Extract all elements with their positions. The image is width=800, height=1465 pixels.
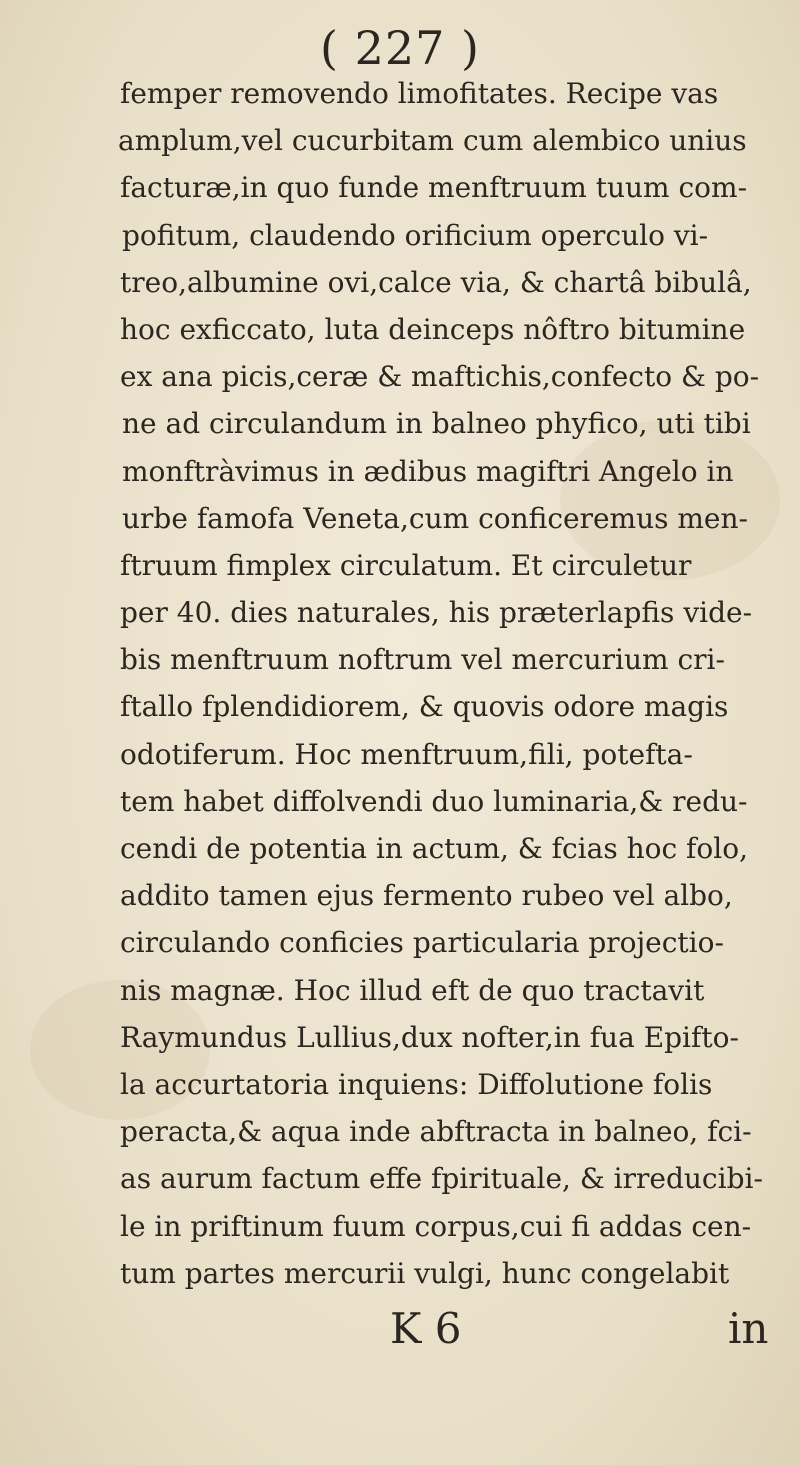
text-line: Raymundus Lullius,dux nofter,in fua Epifto- [120, 1020, 739, 1054]
text-line: treo,albumine ovi,calce via, & chartâ bibulâ, [120, 265, 752, 299]
text-line: ftallo fplendidiorem, & quovis odore magis [120, 690, 729, 724]
text-line: nis magnæ. Hoc illud eft de quo tractavit [120, 973, 705, 1007]
text-line: per 40. dies naturales, his præterlapfis vide- [120, 596, 753, 630]
signature-mark: K 6 [390, 1304, 462, 1353]
page-footer [0, 1304, 800, 1354]
text-line: pofitum, claudendo orificium operculo vi- [122, 218, 709, 252]
page-number: ( 227 ) [320, 21, 480, 75]
text-line: tum partes mercurii vulgi, hunc congelabit [120, 1256, 730, 1290]
text-line: circulando conficies particularia projectio- [120, 926, 724, 960]
text-line: monftràvimus in ædibus magiftri Angelo in [122, 454, 734, 488]
text-line: ex ana picis,ceræ & maftichis,confecto & po- [120, 360, 760, 394]
text-line: peracta,& aqua inde abftracta in balneo, fci- [120, 1115, 752, 1149]
text-line: le in priftinum fuum corpus,cui fi addas cen- [120, 1209, 752, 1243]
text-line: facturæ,in quo funde menftruum tuum com- [120, 171, 748, 205]
text-line: urbe famofa Veneta,cum conficeremus men- [122, 501, 748, 535]
text-line: ne ad circulandum in balneo phyfico, uti tibi [122, 407, 751, 441]
text-line: tem habet diffolvendi duo luminaria,& redu- [120, 784, 748, 818]
text-line: amplum,vel cucurbitam cum alembico unius [118, 124, 747, 158]
catchword: in [728, 1304, 769, 1353]
text-line: hoc exficcato, luta deinceps nôftro bitumine [120, 312, 746, 346]
text-line: odotiferum. Hoc menftruum,fili, potefta- [120, 737, 693, 771]
text-line: addito tamen ejus fermento rubeo vel albo, [120, 879, 733, 913]
text-line: femper removendo limofitates. Recipe vas [120, 77, 719, 110]
text-line: la accurtatoria inquiens: Diffolutione folis [120, 1067, 713, 1101]
text-line: bis menftruum noftrum vel mercurium cri- [120, 643, 725, 677]
text-line: cendi de potentia in actum, & fcias hoc folo, [120, 832, 748, 865]
text-line: as aurum factum effe fpirituale, & irreducibi- [120, 1162, 763, 1196]
text-line: ftruum fimplex circulatum. Et circuletur [120, 548, 692, 582]
body-text [0, 70, 800, 1297]
